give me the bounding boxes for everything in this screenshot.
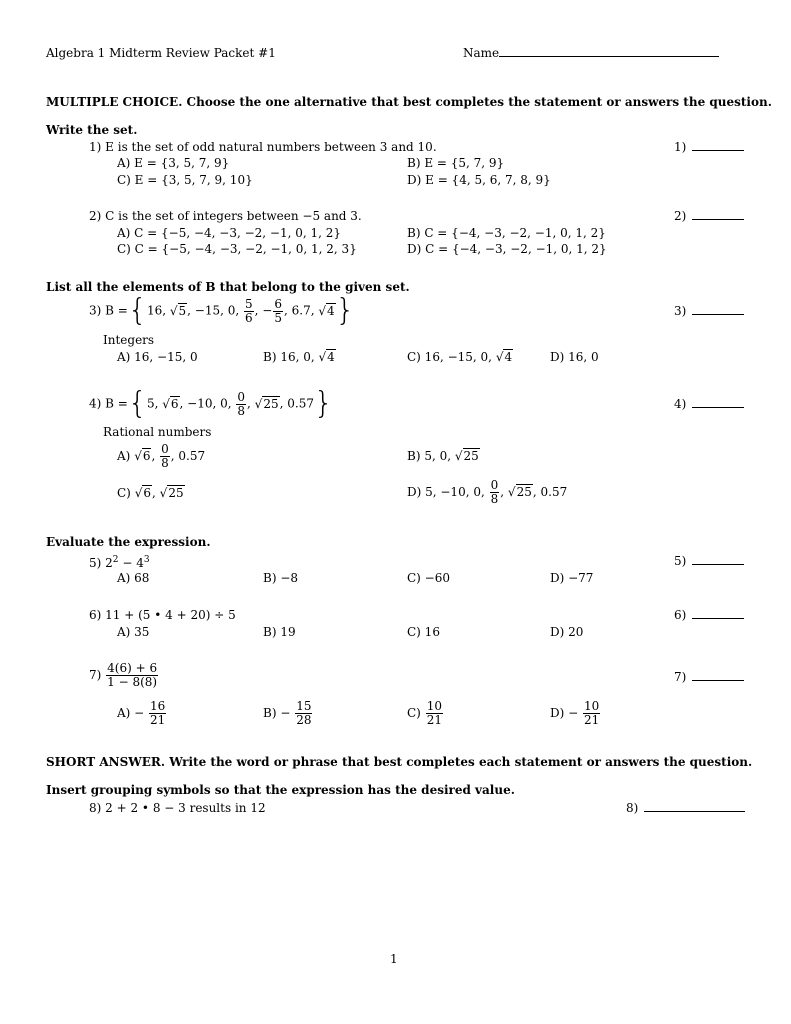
q3-subset: Integers [103,333,155,347]
answer-5[interactable] [674,553,744,569]
q4-set [89,386,334,421]
answer-6[interactable] [674,607,744,623]
q3-set [89,293,355,328]
answer-8[interactable] [626,800,745,816]
left-brace: { [127,386,147,421]
q2-choice-c[interactable]: C) C = {−5, −4, −3, −2, −1, 0, 1, 2, 3} [117,242,357,256]
sqrt-4: √4 [318,303,335,318]
q3-choice-c[interactable]: C) 16, −15, 0, √4 [407,350,513,364]
right-brace: } [335,293,355,328]
q2-number: 2) [89,209,102,223]
q3-term: 16, [146,303,167,318]
q4-subset: Rational numbers [103,425,212,439]
answer-6-blank[interactable] [692,607,744,619]
q3-choice-d[interactable]: D) 16, 0 [550,350,599,364]
q1-number: 1) [89,140,102,154]
name-blank[interactable] [499,45,719,57]
answer-2-label: 2) [674,209,687,223]
mc-heading: MULTIPLE CHOICE. Choose the one alternative that best completes the statement or answers the question. [46,95,772,109]
answer-5-blank[interactable] [692,553,744,565]
q1-choice-a[interactable]: A) E = {3, 5, 7, 9} [117,156,230,170]
q1-choice-d[interactable]: D) E = {4, 5, 6, 7, 8, 9} [407,173,551,187]
section-evaluate: Evaluate the expression. [46,535,211,549]
fraction-0-8: $\frac{0}{8}$ [161,442,169,470]
answer-7-blank[interactable] [692,669,744,681]
answer-8-label: 8) [626,801,639,815]
answer-3-label: 3) [674,304,687,318]
q7-choice-c[interactable]: C) $\frac{10}{21}$ [407,699,442,727]
sqrt-25: √25 [159,486,184,500]
q4-choice-c[interactable]: C) √6, √25 [117,486,184,500]
q7-choice-d[interactable]: D) − $\frac{10}{21}$ [550,699,600,727]
q1-choice-b[interactable]: B) E = {5, 7, 9} [407,156,505,170]
q1-text: E is the set of odd natural numbers between 3 and 10. [105,140,437,154]
fraction-0-8: $\frac{0}{8}$ [237,389,246,418]
q4-number: 4) [89,396,102,411]
q4-term: , −10, 0, [179,396,232,411]
answer-3-blank[interactable] [692,303,744,315]
q5-expression: 5) $2^2 - 4^3$ [89,555,150,570]
q6-choice-d[interactable]: D) 20 [550,625,584,639]
q2-choice-b[interactable]: B) C = {−4, −3, −2, −1, 0, 1, 2} [407,226,606,240]
sqrt-25: √25 [454,449,479,463]
sqrt-4: √4 [495,350,513,364]
q3-term: , 6.7, [283,303,315,318]
q2-choice-a[interactable]: A) C = {−5, −4, −3, −2, −1, 0, 1, 2} [117,226,342,240]
section-grouping: Insert grouping symbols so that the expression has the desired value. [46,783,515,797]
sqrt-25: √25 [254,396,279,411]
packet-title: Algebra 1 Midterm Review Packet #1 [46,46,276,60]
page-number: 1 [390,952,398,966]
answer-3[interactable] [674,303,744,319]
q4-term: , [247,396,251,411]
sqrt-5: √5 [169,303,187,318]
answer-4-label: 4) [674,397,687,411]
answer-6-label: 6) [674,608,687,622]
answer-8-blank[interactable] [644,800,745,812]
left-brace: { [127,293,147,328]
q7-expression: 7) $\frac{4(6) + 6}{1 - 8(8)}$ [89,661,158,689]
q5-choice-a[interactable]: A) 68 [117,571,150,585]
q3-number: 3) [89,303,102,318]
right-brace: } [313,386,334,421]
fraction-0-8: $\frac{0}{8}$ [490,478,499,506]
q3-choice-a[interactable]: A) 16, −15, 0 [117,350,198,364]
q3-term: , −15, 0, [187,303,240,318]
q1-choice-c[interactable]: C) E = {3, 5, 7, 9, 10} [117,173,253,187]
q4-choice-b[interactable]: B) 5, 0, √25 [407,449,479,463]
q6-choice-a[interactable]: A) 35 [117,625,150,639]
q5-choice-b[interactable]: B) −8 [263,571,299,585]
q5-choice-d[interactable]: D) −77 [550,571,594,585]
answer-4[interactable] [674,396,744,412]
q3-choice-b[interactable]: B) 16, 0, √4 [263,350,335,364]
answer-7-label: 7) [674,670,687,684]
q6-choice-c[interactable]: C) 16 [407,625,440,639]
sqrt-25: √25 [507,485,532,499]
q4-choice-d[interactable]: D) 5, −10, 0, $\frac{0}{8}$ , √25, 0.57 [407,478,568,506]
sqrt-6: √6 [134,486,151,500]
q4-term: 5, [146,396,159,411]
q4-lead: B = [105,396,128,411]
q4-choice-a[interactable]: A) √6, $\frac{0}{8}$ , 0.57 [117,442,206,470]
answer-4-blank[interactable] [692,396,744,408]
answer-2[interactable] [674,208,744,224]
q7-fraction: $\frac{4(6) + 6}{1 - 8(8)}$ [107,661,158,689]
q3-term: , − [254,303,273,318]
q4-term: , 0.57 [279,396,314,411]
q8-text: 8) 2 + 2 • 8 − 3 results in 12 [89,801,266,815]
sa-heading: SHORT ANSWER. Write the word or phrase that best completes each statement or answers the question. [46,755,753,769]
answer-7[interactable] [674,669,744,685]
q2-choice-d[interactable]: D) C = {−4, −3, −2, −1, 0, 1, 2} [407,242,607,256]
q3-lead: B = [105,303,128,318]
q2-text: C is the set of integers between −5 and 3. [105,209,362,223]
answer-1-blank[interactable] [692,139,744,151]
q6-choice-b[interactable]: B) 19 [263,625,296,639]
q6-expression: 6) 11 + (5 • 4 + 20) ÷ 5 [89,608,236,622]
q5-choice-c[interactable]: C) −60 [407,571,451,585]
fraction-5-6: $\frac{5}{6}$ [245,296,253,325]
sqrt-6: √6 [162,396,179,411]
answer-5-label: 5) [674,554,687,568]
answer-2-blank[interactable] [692,208,744,220]
fraction-6-5: $\frac{6}{5}$ [274,296,282,325]
name-label: Name [463,46,500,60]
q7-choice-a[interactable]: A) − $\frac{16}{21}$ [117,699,166,727]
answer-1[interactable] [674,139,744,155]
q7-choice-b[interactable]: B) − $\frac{15}{28}$ [263,699,312,727]
answer-1-label: 1) [674,140,687,154]
name-field[interactable] [463,45,719,61]
section-list-elements: List all the elements of B that belong to the given set. [46,280,410,294]
sqrt-6: √6 [134,449,151,463]
section-write-set: Write the set. [46,123,138,137]
sqrt-4: √4 [318,350,335,364]
